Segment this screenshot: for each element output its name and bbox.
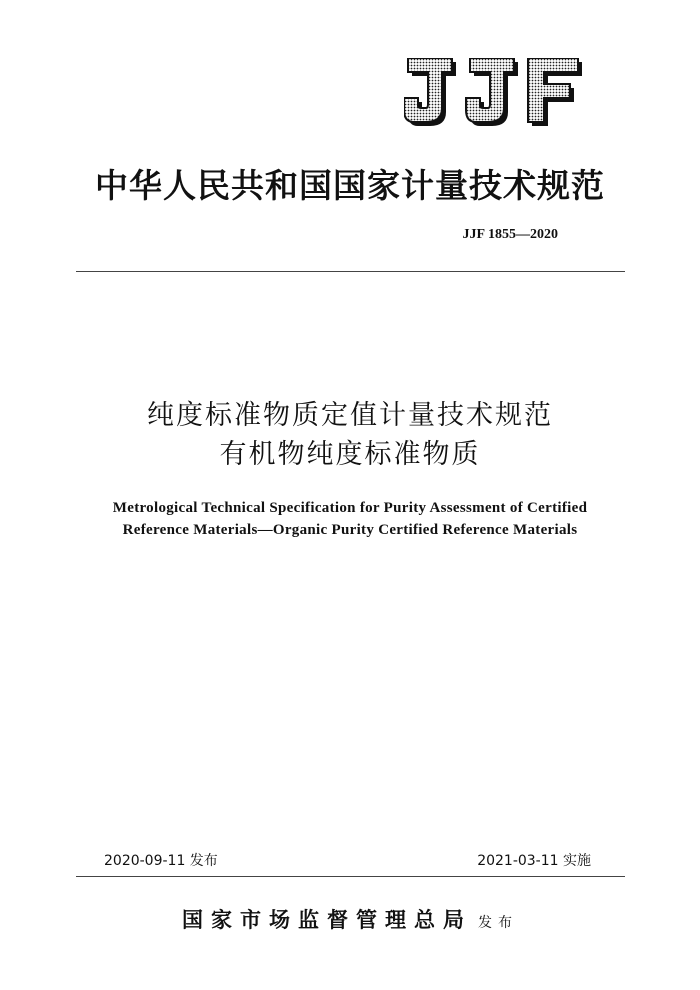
top-divider [76, 271, 625, 272]
logo-letter-j2 [466, 58, 518, 126]
implementation-date: 2021-03-11 实施 [477, 853, 591, 869]
issue-date: 2020-09-11 发布 [104, 853, 218, 869]
jjf-logo [404, 58, 584, 130]
title-en-line2: Reference Materials—Organic Purity Certified Reference Materials [122, 522, 578, 538]
publisher-action: 发布 [478, 915, 518, 931]
publisher-name: 国家市场监督管理总局 [182, 907, 472, 932]
logo-letter-f [528, 58, 582, 126]
title-zh-line2: 有机物纯度标准物质 [219, 439, 481, 470]
series-title: 中华人民共和国国家计量技术规范 [95, 166, 605, 205]
bottom-divider [76, 876, 625, 877]
logo-letter-j1 [404, 58, 456, 126]
publisher-line [0, 904, 700, 934]
title-en-line1: Metrological Technical Specification for Purity Assessment of Certified [112, 500, 588, 516]
standard-code: JJF 1855—2020 [462, 227, 558, 242]
title-zh-line1: 纯度标准物质定值计量技术规范 [147, 400, 553, 431]
